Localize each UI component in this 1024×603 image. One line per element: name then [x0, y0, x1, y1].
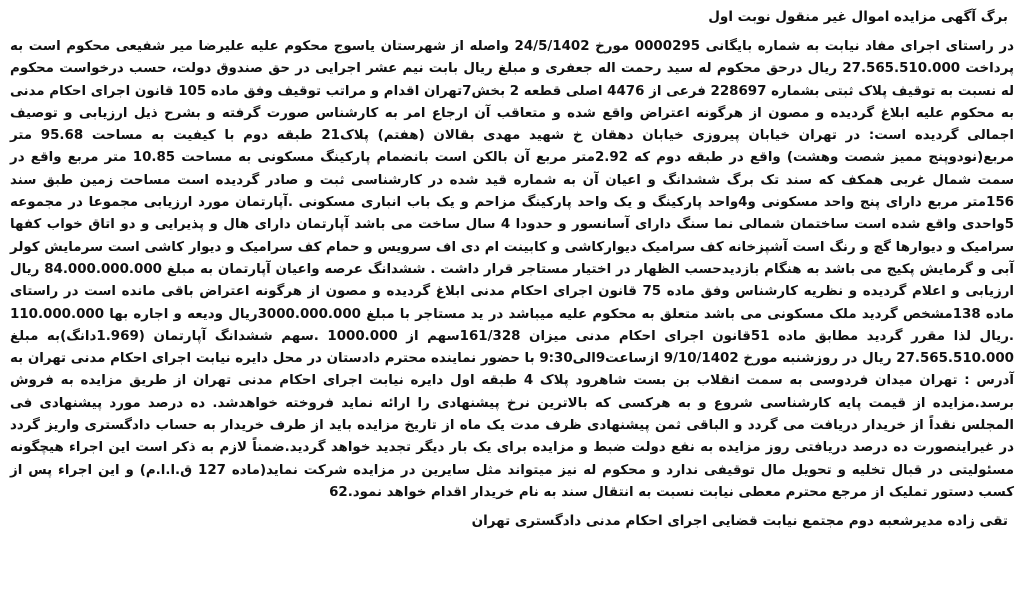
notice-body: در راستای اجرای مفاد نیابت به شماره بایگانی 0000295 مورخ 24/5/1402 واصله از شهرستان یاسوج محکوم علیه علیرضا میر شفیعی محکوم است به پرداخت 27.565.510.000 ریال درحق محکوم له سید رحمت اله جعفری و مبلغ ریال بابت نیم عشر اجرایی در حق صندوق دولت، حسب درخواست محکوم له نسبت به توقیف پلاک ثبتی بشماره 228697 فرعی از 4476 اصلی قطعه 2 بخش7تهران اقدام و مراتب توقیف وفق ماده 105 قانون اجرای احکام مدنی به محکوم علیه ابلاغ گردیده و مصون از هرگونه اعتراض واقع شده و متعاقب آن ارجاع امر به کارشناس صورت گرفته و بشرح ذیل ارزیابی و توصیف اجمالی گردیده است: در تهران خیابان پیروزی خیابان دهقان خ شهید مهدی بقالان (هفتم) پلاک21 طبقه دوم با کیفیت به مساحت 95.68 متر مربع(نودوپنج ممیز شصت وهشت) واقع در طبقه دوم که 2.92متر مربع آن بالکن است بانضمام پارکینگ مسکونی به مساحت 10.85 متر مربع واقع در سمت شمال غربی همکف که سند تک برگ ششدانگ و اعیان آن به شماره قید شده در کارشناسی ثبت و صادر گردیده است مساحت زمین طبق سند 156متر مربع دارای پنج واحد مسکونی و4واحد پارکینگ و یک واحد پارکینگ مزاحم و یک باب انباری مسکونی .آپارتمان مورد ارزیابی مجموعا در مجموعه 5واحدی واقع شده است ساختمان شمالی نما سنگ دارای آسانسور و حدودا 4 سال ساخت می باشد آپارتمان دارای هال و پذیرایی و دو اتاق خواب کفها سرامیک و دیوارها گچ و رنگ است آشپزخانه کف سرامیک دیوارکاشی و کابینت ام دی اف سرویس و حمام کف سرامیک و دیوار کاشی است سرمایش کولر آبی و گرمایش پکیج می باشد به هنگام بازدیدحسب الظهار در اختیار مستاجر قرار داشت . ششدانگ عرصه واعیان آپارتمان به مبلغ 84.000.000.000 ریال ارزیابی و اعلام گردیده و نظریه کارشناس وفق ماده 75 قانون اجرای احکام مدنی ابلاغ گردیده و مصون از هرگونه اعتراض باقی مانده است در راستای ماده 138مشخص گردید ملک مسکونی می باشد متعلق به محکوم علیه میباشد در ید مستاجر با مبلغ 3000.000.000ریال ودیعه و اجاره بها 110.000.000 .ریال لذا مقرر گردید مطابق ماده 51قانون اجرای احکام مدنی میزان 161/328سهم از 1000.000 .سهم ششدانگ آپارتمان (1.969دانگ)به مبلغ 27.565.510.000 ریال در روزشنبه مورخ 9/10/1402 ازساعت9الی9:30 با حضور نماینده محترم دادستان در محل دایره نیابت اجرای احکام مدنی تهران به آدرس : تهران میدان فردوسی به سمت انقلاب بن بست شاهرود پلاک 4 طبقه اول دایره نیابت اجرای احکام مدنی تهران از طریق مزایده به فروش برسد.مزایده از قیمت پایه کارشناسی شروع و به هرکسی که بالاترین نرخ پیشنهادی را ارائه نماید فروخته خواهدشد. ده درصد مورد پیشنهادی فی المجلس نقداً از خریدار دریافت می گردد و الباقی ثمن پیشنهادی ظرف مدت یک ماه از تاریخ مزایده باید از طرف خریدار به حساب دادگستری واریز گردد در غیراینصورت ده درصد دریافتی روز مزایده به نفع دولت ضبط و مزایده برای یک بار دیگر تجدید خواهد گردید.ضمناً لازم به ذکر است این اجراء هیچگونه مسئولیتی در قبال تخلیه و تحویل مال توقیفی ندارد و محکوم له نیز میتواند مثل سایرین در مزایده شرکت نماید(ماده 127 ق.ا.ا.م) و این اجراء پس از کسب دستور تملیک از مرجع محترم معطی نیابت نسبت به انتقال سند به نام خریدار اقدام خواهد نمود.62 [10, 39, 1015, 500]
notice-signature: تقی زاده مدیرشعبه دوم مجتمع نیابت قضایی اجرای احکام مدنی دادگستری تهران [471, 513, 1008, 530]
notice-title: برگ آگهی مزایده اموال غیر منقول نوبت اول [708, 9, 1008, 25]
